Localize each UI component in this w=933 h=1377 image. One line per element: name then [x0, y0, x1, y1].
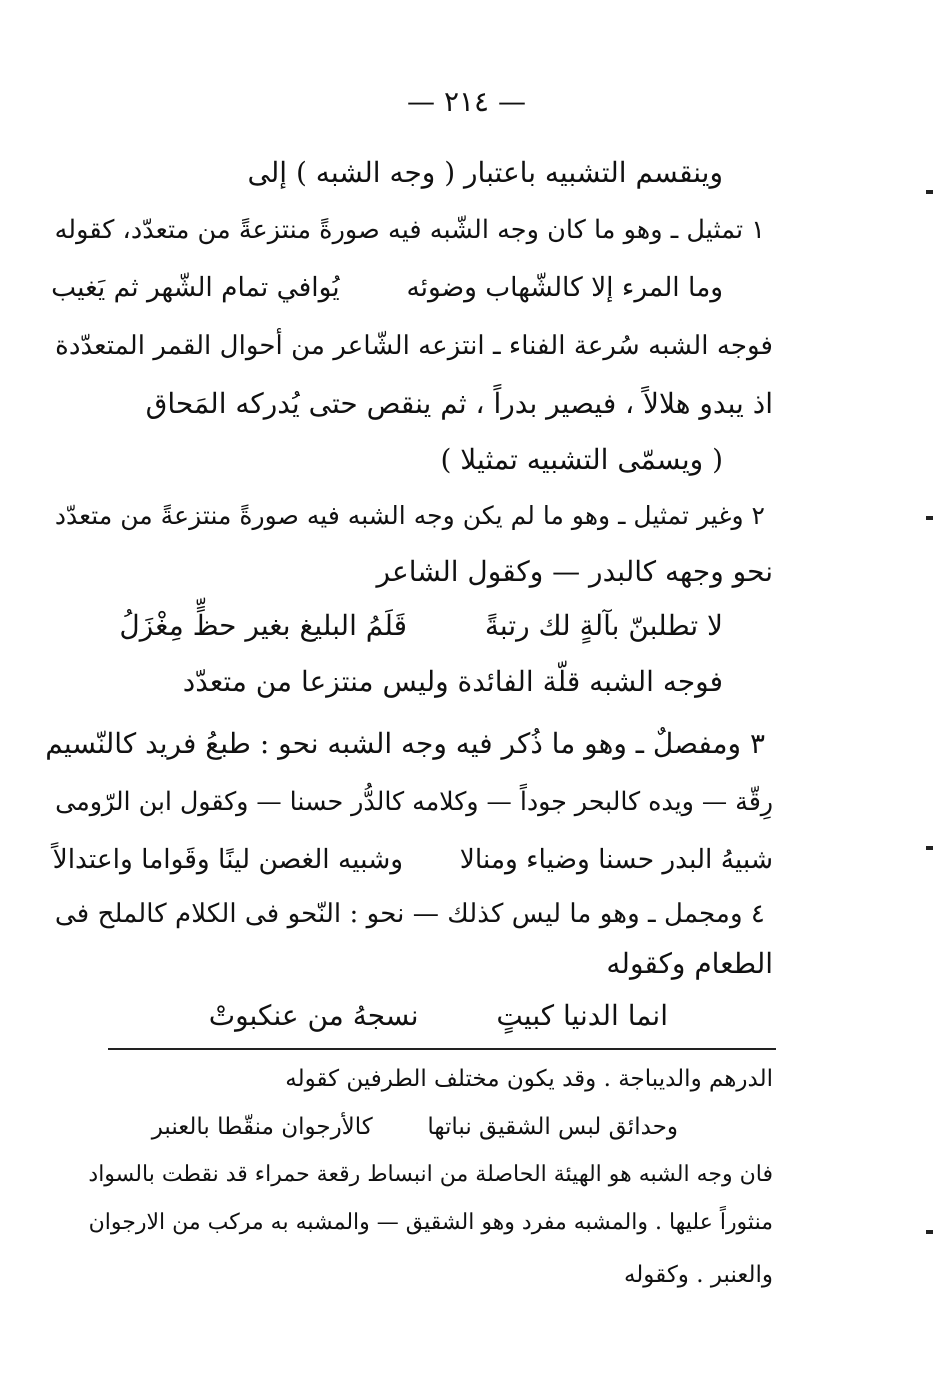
right-margin-mark-3 [926, 846, 933, 850]
item-1-line-2: فوجه الشبه سُرعة الفناء ـ انتزعه الشّاعر من أحوال القمر المتعدّدة [55, 331, 773, 361]
footnote-verse-second-hemistich: كالأرجوان منقّطا بالعنبر [151, 1114, 373, 1140]
footnote-line-4: والعنبر . وكقوله [623, 1262, 773, 1288]
item-4-line-1: ٤ ومجمل ـ وهو ما ليس كذلك — نحو : النّحو فى الكلام كالملح فى [54, 899, 765, 929]
verse-1-second-hemistich: يُوافي تمام الشّهر ثم يَغيب [51, 272, 340, 303]
verse-1 [51, 268, 723, 308]
item-3-line-1: ٣ ومفصلٌ ـ وهو ما ذُكر فيه وجه الشبه نحو : طبعُ فريد كالنّسيم [45, 727, 765, 760]
verse-4 [209, 996, 668, 1036]
verse-2-first-hemistich: لا تطلبنّ بآلةٍ لك رتبةً [484, 609, 723, 642]
right-margin-mark-2 [926, 516, 933, 520]
verse-3 [53, 840, 773, 880]
item-2-line-2: نحو وجهه كالبدر — وكقول الشاعر [376, 555, 773, 588]
right-margin-mark-4 [926, 1230, 933, 1234]
item-1-line-1: ١ تمثيل ـ وهو ما كان وجه الشّبه فيه صورةً منتزعةً من متعدّد، كقوله [54, 215, 765, 245]
footnote-verse-first-hemistich: وحدائق لبس الشقيق نباتها [427, 1114, 678, 1140]
verse-4-first-hemistich: انما الدنيا كبيتٍ [496, 999, 668, 1032]
footnote-line-2: فان وجه الشبه هو الهيئة الحاصلة من انبساط رقعة حمراء قد نقطت بالسواد [88, 1162, 773, 1187]
item-1-line-3: اذ يبدو هلالاً ، فيصير بدراً ، ثم ينقص حتى يُدركه المَحاق [145, 387, 773, 420]
footnote-line-3: منثوراً عليها . والمشبه مفرد وهو الشقيق — والمشبه به مركب من الارجوان [88, 1210, 773, 1235]
item-2-line-3: فوجه الشبه قلّة الفائدة وليس منتزعا من متعدّد [182, 665, 723, 698]
verse-1-first-hemistich: وما المرء إلا كالشّهاب وضوئه [406, 272, 723, 303]
item-1-line-4: ( ويسمّى التشبيه تمثيلا ) [440, 443, 723, 476]
item-2-line-1: ٢ وغير تمثيل ـ وهو ما لم يكن وجه الشبه فيه صورةً منتزعةً من متعدّد [54, 501, 765, 530]
page-number: — ٢١٤ — [407, 85, 526, 118]
verse-2-second-hemistich: قَلَمُ البليغ بغير حظٍّ مِغْزَلُ [119, 609, 408, 642]
verse-3-first-hemistich: شبيهُ البدر حسنا وضياء ومنالا [459, 844, 773, 875]
verse-4-second-hemistich: نسجهُ من عنكبوتْ [208, 999, 419, 1032]
footnote-separator [108, 1048, 776, 1050]
item-4-line-2: الطعام وكقوله [606, 947, 773, 980]
right-margin-mark-1 [926, 190, 933, 194]
intro-line: وينقسم التشبيه باعتبار ( وجه الشبه ) إلى [247, 156, 723, 189]
item-3-line-2: رِقّة — ويده كالبحر جوداً — وكلامه كالدُّر حسنا — وكقول ابن الرّومى [55, 787, 773, 816]
verse-3-second-hemistich: وشبيه الغصن لينًا وقَواما واعتدالاً [52, 844, 403, 875]
verse-2 [119, 606, 723, 646]
footnote-line-1: الدرهم والديباجة . وقد يكون مختلف الطرفين كقوله [285, 1066, 773, 1092]
footnote-verse [152, 1110, 678, 1144]
